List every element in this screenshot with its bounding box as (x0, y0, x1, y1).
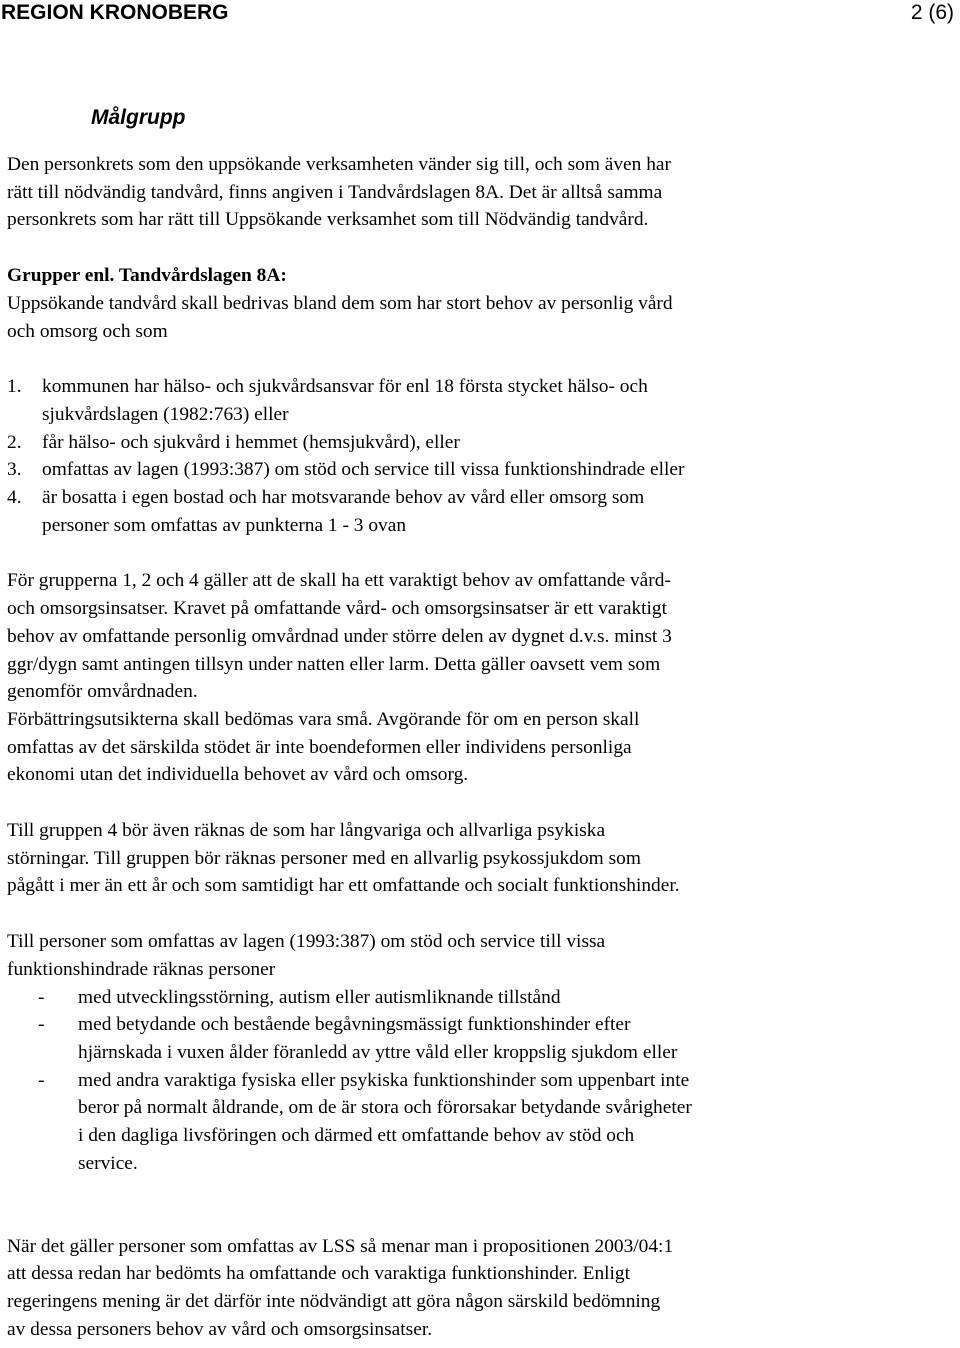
groups-title: Grupper enl. Tandvårdslagen 8A: (7, 265, 287, 287)
paragraph-line: pågått i mer än ett år och som samtidigt har ett omfattande och socialt funktionshinder. (7, 875, 680, 897)
paragraph-line: omfattas av det särskilda stödet är inte boendeformen eller individens personliga (7, 736, 632, 758)
list-dash: - (38, 986, 45, 1008)
final-paragraph (7, 1233, 952, 1344)
list-dash: - (38, 1014, 45, 1036)
groups-paragraph (7, 262, 952, 345)
list-item-line: med utvecklingsstörning, autism eller autismliknande tillstånd (78, 986, 561, 1008)
organization-name: REGION KRONOBERG (1, 1, 229, 24)
list-item (7, 984, 952, 1012)
paragraph-line: ggr/dygn samt antingen tillsyn under natten eller larm. Detta gäller oavsett vem som (7, 653, 661, 675)
paragraph-line: att dessa redan har bedömts ha omfattande och varaktiga funktionshinder. Enligt (7, 1263, 631, 1285)
paragraph-line: Förbättringsutsikterna skall bedömas vara små. Avgörande för om en person skall (7, 708, 640, 730)
paragraph-line: ekonomi utan det individuella behovet av vård och omsorg. (7, 764, 469, 786)
list-number: 2. (7, 431, 22, 453)
lss-paragraph (7, 928, 952, 983)
list-item-line: service. (78, 1152, 138, 1174)
intro-line: rätt till nödvändig tandvård, finns angiven i Tandvårdslagen 8A. Det är alltså samma (7, 181, 663, 203)
list-number: 3. (7, 459, 22, 481)
paragraph-line: För grupperna 1, 2 och 4 gäller att de skall ha ett varaktigt behov av omfattande vård- (7, 570, 671, 592)
section-heading: Målgrupp (91, 106, 186, 129)
paragraph-line: störningar. Till gruppen bör räknas personer med en allvarlig psykossjukdom som (7, 847, 641, 869)
intro-paragraph (7, 151, 952, 234)
paragraph-line: funktionshindrade räknas personer (7, 958, 276, 980)
groups-line: och omsorg och som (7, 320, 168, 342)
paragraph-line: av dessa personers behov av vård och omsorgsinsatser. (7, 1318, 433, 1340)
list-item-line: personer som omfattas av punkterna 1 - 3 ovan (42, 514, 407, 536)
group4-paragraph (7, 817, 952, 900)
groups-line: Uppsökande tandvård skall bedrivas bland dem som har stort behov av personlig vård (7, 292, 673, 314)
list-item (7, 1067, 952, 1178)
page-header (0, 0, 960, 28)
numbered-list (7, 373, 952, 539)
list-item (7, 456, 952, 484)
list-item-line: omfattas av lagen (1993:387) om stöd och service till vissa funktionshindrade eller (42, 459, 685, 481)
paragraph-line: genomför omvårdnaden. (7, 681, 198, 703)
list-item-line: är bosatta i egen bostad och har motsvarande behov av vård eller omsorg som (42, 487, 645, 509)
list-item-line: sjukvårdslagen (1982:763) eller (42, 403, 289, 425)
list-item (7, 429, 952, 457)
list-item-line: hjärnskada i vuxen ålder föranledd av yttre våld eller kroppslig sjukdom eller (78, 1041, 678, 1063)
list-item-line: med andra varaktiga fysiska eller psykiska funktionshinder som uppenbart inte (78, 1069, 690, 1091)
intro-line: personkrets som har rätt till Uppsökande verksamhet som till Nödvändig tandvård. (7, 209, 649, 231)
list-item-line: får hälso- och sjukvård i hemmet (hemsjukvård), eller (42, 431, 460, 453)
list-item (7, 484, 952, 539)
intro-line: Den personkrets som den uppsökande verksamheten vänder sig till, och som även har (7, 154, 671, 175)
list-item-line: i den dagliga livsföringen och därmed ett omfattande behov av stöd och (78, 1125, 635, 1147)
paragraph-line: När det gäller personer som omfattas av LSS så menar man i propositionen 2003/04:1 (7, 1235, 674, 1257)
paragraph-line: behov av omfattande personlig omvårdnad under större delen av dygnet d.v.s. minst 3 (7, 625, 672, 647)
groups-requirement-paragraph (7, 567, 952, 789)
list-item (7, 373, 952, 428)
list-item-line: kommunen har hälso- och sjukvårdsansvar för enl 18 första stycket hälso- och (42, 376, 648, 398)
list-item-line: beror på normalt åldrande, om de är stora och förorsakar betydande svårigheter (78, 1097, 692, 1119)
list-dash: - (38, 1069, 45, 1091)
page-number: 2 (6) (910, 1, 954, 24)
list-item-line: med betydande och bestående begåvningsmässigt funktionshinder efter (78, 1014, 631, 1036)
list-item (7, 1011, 952, 1066)
list-number: 1. (7, 376, 22, 398)
document-body (7, 104, 952, 1343)
paragraph-line: Till gruppen 4 bör även räknas de som har långvariga och allvarliga psykiska (7, 820, 606, 842)
dash-list (7, 984, 952, 1178)
paragraph-line: regeringens mening är det därför inte nödvändigt att göra någon särskild bedömning (7, 1290, 661, 1312)
paragraph-line: och omsorgsinsatser. Kravet på omfattande vård- och omsorgsinsatser är ett varaktigt (7, 598, 668, 620)
paragraph-line: Till personer som omfattas av lagen (1993:387) om stöd och service till vissa (7, 931, 606, 953)
list-number: 4. (7, 487, 22, 509)
